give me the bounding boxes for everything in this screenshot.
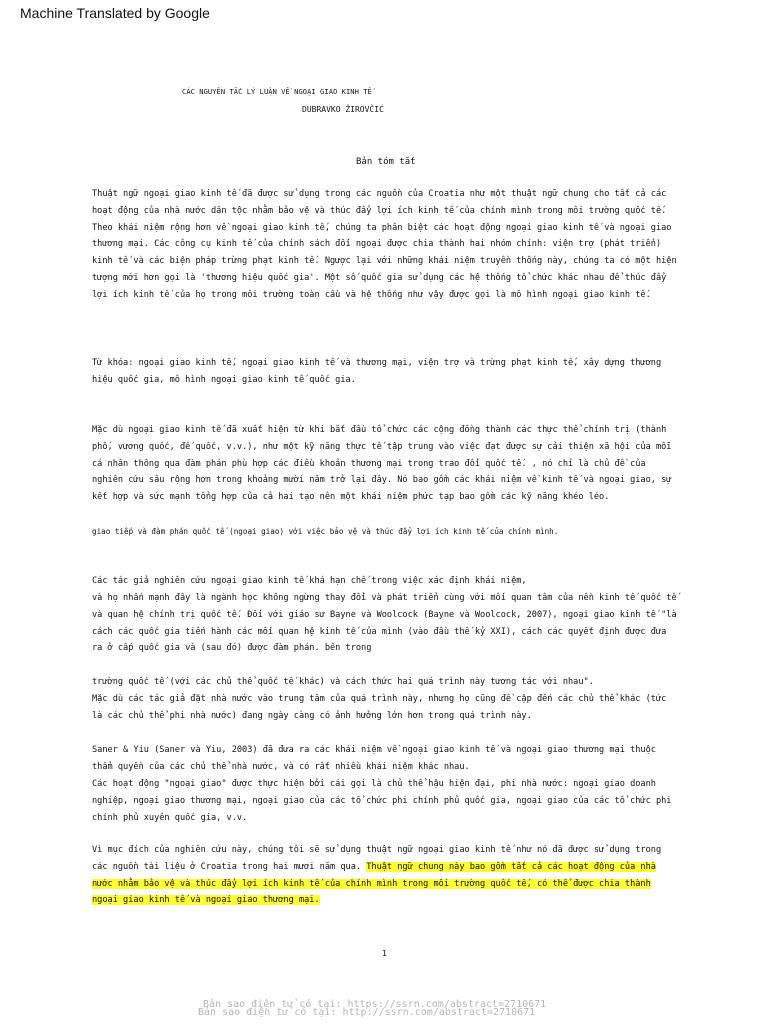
- abstract-text: Thuật ngữ ngoại giao kinh tế đã được sử dụng trong các nguồn của Croatia như một thuật ngữ chung cho tất cả các hoạt động của nhà nước dân tộc nhằm bảo vệ và thúc đẩy lợi ích kinh tế của chính mình trong môi trường quốc tế. Theo khái niệm rộng hơn về ngoại giao kinh tế, chúng ta phân biệt các hoạt động ngoại giao kinh tế và ngoại giao thương mại. Các công cụ kinh tế của chính sách đối ngoại được chia thành hai nhóm chính: viện trợ (phát triển) kinh tế và các biện pháp trừng phạt kinh tế. Ngược lại với những khái niệm truyền thống này, chúng ta có một hiện tượng mới hơn gọi là 'thương hiệu quốc gia'. Một số quốc gia sử dụng các hệ thống tổ chức khác nhau để thúc đẩy lợi ích kinh tế của họ trong môi trường toàn cầu và hệ thống như vậy được gọi là mô hình ngoại giao kinh tế.: [92, 189, 677, 300]
- paper-title: CÁC NGUYÊN TẮC LÝ LUẬN VỀ NGOẠI GIAO KINH TẾ: [182, 88, 372, 96]
- ssrn-footer-1: Bản sao điện tử có tại: https://ssrn.com/abstract=2710671: [203, 999, 547, 1010]
- paragraph-5-text: Vì mục đích của nghiên cứu này, chúng tôi sẽ sử dụng thuật ngữ ngoại giao kinh tế như nó đã được sử dụng trong các nguồn tài liệu ở Croatia trong hai mươi năm qua.: [92, 845, 662, 872]
- author-name: DUBRAVKO ŽIROVČIĆ: [302, 105, 384, 114]
- keywords: Từ khóa: ngoại giao kinh tế, ngoại giao kinh tế và thương mại, viện trợ và trừng phạt kinh tế, xây dựng thương hiệu quốc gia, mô hình ngoại giao kinh tế quốc gia.: [92, 358, 662, 385]
- body-paragraph-1: Mặc dù ngoại giao kinh tế đã xuất hiện từ khi bắt đầu tổ chức các cộng đồng thành các thực thể chính trị (thành phố, vương quốc, đế quốc, v.v.), như một kỹ năng thực tế tập trung vào việc đạt được sự cải thiện xã hội của mỗi cá nhân thông qua đàm phán phù hợp các điều khoản thương mại trong trao đổi quốc tế. , nó chỉ là chủ đề của nghiên cứu sâu rộng hơn trong khoảng mười năm trở lại đây. Nó bao gồm các khái niệm về kinh tế và ngoại giao, sự kết hợp và sức mạnh tổng hợp của cả hai tạo nên một khái niệm phức tạp bao gồm các kỹ năng khéo léo.: [92, 425, 672, 503]
- body-paragraph-1-tail: giao tiếp và đàm phán quốc tế (ngoại giao) với việc bảo vệ và thúc đẩy lợi ích kinh tế của chính mình.: [92, 527, 559, 536]
- body-paragraph-2b: và họ nhấn mạnh đây là ngành học không ngừng thay đổi và phát triển cùng với mối quan tâm của nền kinh tế quốc tế và quan hệ chính trị quốc tế. Đối với giáo sư Bayne và Woolcock (Bayne và Woolcock, 2007), ngoại giao kinh tế "là cách các quốc gia tiến hành các mối quan hệ kinh tế của mình (vào đầu thế kỷ XXI), cách các quyết định được đưa ra ở cấp quốc gia và (sau đó) được đàm phán. bên trong: [92, 593, 677, 654]
- body-paragraph-5: [92, 842, 677, 909]
- machine-translation-banner: Machine Translated by Google: [20, 5, 210, 21]
- highlighted-text: Thuật ngữ chung này bao gồm tất cả các hoạt động của nhà nước nhằm bảo vệ và thúc đẩy lợi ích kinh tế của chính mình trong môi trường quốc tế, có thể được chia thành ngoại giao kinh tế và ngoại giao thương mại.: [92, 861, 656, 906]
- abstract-heading: Bản tóm tắt: [356, 157, 416, 167]
- body-paragraph-3: trường quốc tế (với các chủ thể quốc tế khác) và cách thức hai quá trình này tương tác với nhau".: [92, 677, 594, 687]
- body-paragraph-2: Các tác giả nghiên cứu ngoại giao kinh tế khá hạn chế trong việc xác định khái niệm,: [92, 576, 527, 586]
- body-paragraph-3b: Mặc dù các tác giả đặt nhà nước vào trung tâm của quá trình này, nhưng họ cũng đề cập đến các chủ thể khác (tức là các chủ thể phi nhà nước) đang ngày càng có ảnh hưởng lớn hơn trong quá trình này.: [92, 694, 667, 721]
- body-paragraph-4: Saner & Yiu (Saner và Yiu, 2003) đã đưa ra các khái niệm về ngoại giao kinh tế và ngoại giao thương mại thuộc thẩm quyền của các chủ thể nhà nước, và có rất nhiều khái niệm khác nhau.: [92, 745, 656, 772]
- ssrn-footer-2: Bản sao điện tử có tại: http://ssrn.com/abstract=2710671: [198, 1007, 536, 1018]
- page-number: 1: [382, 949, 387, 958]
- body-paragraph-4b: Các hoạt động "ngoại giao" được thực hiện bởi cái gọi là chủ thể hậu hiện đại, phi nhà nước: ngoại giao doanh nghiệp, ngoại giao thương mại, ngoại giao của các tổ chức phi chính phủ quốc gia, ngoại giao của các tổ chức phi chính phủ xuyên quốc gia, v.v.: [92, 779, 672, 823]
